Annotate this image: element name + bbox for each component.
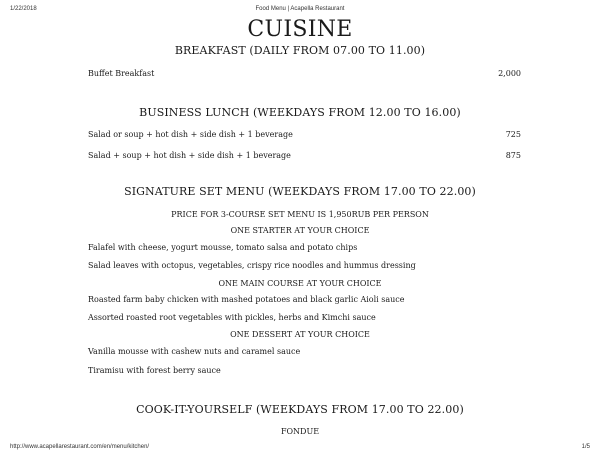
print-page-number: 1/5 — [581, 444, 590, 450]
starter-item: Salad leaves with octopus, vegetables, crispy rice noodles and hummus dressing — [88, 261, 416, 270]
price-lunch-salad-or-soup: 725 — [505, 130, 521, 139]
cook-it-yourself-heading: COOK-IT-YOURSELF (WEEKDAYS FROM 17.00 TO 22.00) — [136, 403, 464, 416]
signature-price-note: PRICE FOR 3-COURSE SET MENU IS 1,950RUB PER PERSON — [171, 210, 429, 219]
dessert-heading: ONE DESSERT AT YOUR CHOICE — [230, 330, 370, 339]
price-buffet-breakfast: 2,000 — [498, 69, 521, 78]
menu-item-buffet-breakfast: Buffet Breakfast — [88, 69, 155, 78]
menu-item-lunch-salad-or-soup: Salad or soup + hot dish + side dish + 1 beverage — [88, 130, 293, 139]
dessert-item: Tiramisu with forest berry sauce — [88, 366, 221, 375]
print-date: 1/22/2018 — [10, 6, 37, 12]
fondue-subheading: FONDUE — [280, 427, 320, 436]
signature-heading: SIGNATURE SET MENU (WEEKDAYS FROM 17.00 TO 22.00) — [124, 185, 476, 198]
starter-item: Falafel with cheese, yogurt mousse, tomato salsa and potato chips — [88, 243, 358, 252]
menu-item-lunch-salad-and-soup: Salad + soup + hot dish + side dish + 1 beverage — [88, 151, 291, 160]
breakfast-heading: BREAKFAST (DAILY FROM 07.00 TO 11.00) — [174, 44, 426, 57]
page-title: CUISINE — [247, 17, 353, 42]
print-url: http://www.acapellarestaurant.com/en/menu/kitchen/ — [10, 444, 150, 450]
print-page-title: Food Menu | Acapella Restaurant — [255, 6, 345, 12]
starter-heading: ONE STARTER AT YOUR CHOICE — [230, 226, 370, 235]
dessert-item: Vanilla mousse with cashew nuts and caramel sauce — [88, 347, 301, 356]
price-lunch-salad-and-soup: 875 — [505, 151, 521, 160]
main-course-item: Assorted roasted root vegetables with pickles, herbs and Kimchi sauce — [88, 313, 376, 322]
main-course-item: Roasted farm baby chicken with mashed potatoes and black garlic Aioli sauce — [88, 295, 405, 304]
business-lunch-heading: BUSINESS LUNCH (WEEKDAYS FROM 12.00 TO 16.00) — [139, 106, 461, 119]
main-course-heading: ONE MAIN COURSE AT YOUR CHOICE — [218, 279, 382, 288]
